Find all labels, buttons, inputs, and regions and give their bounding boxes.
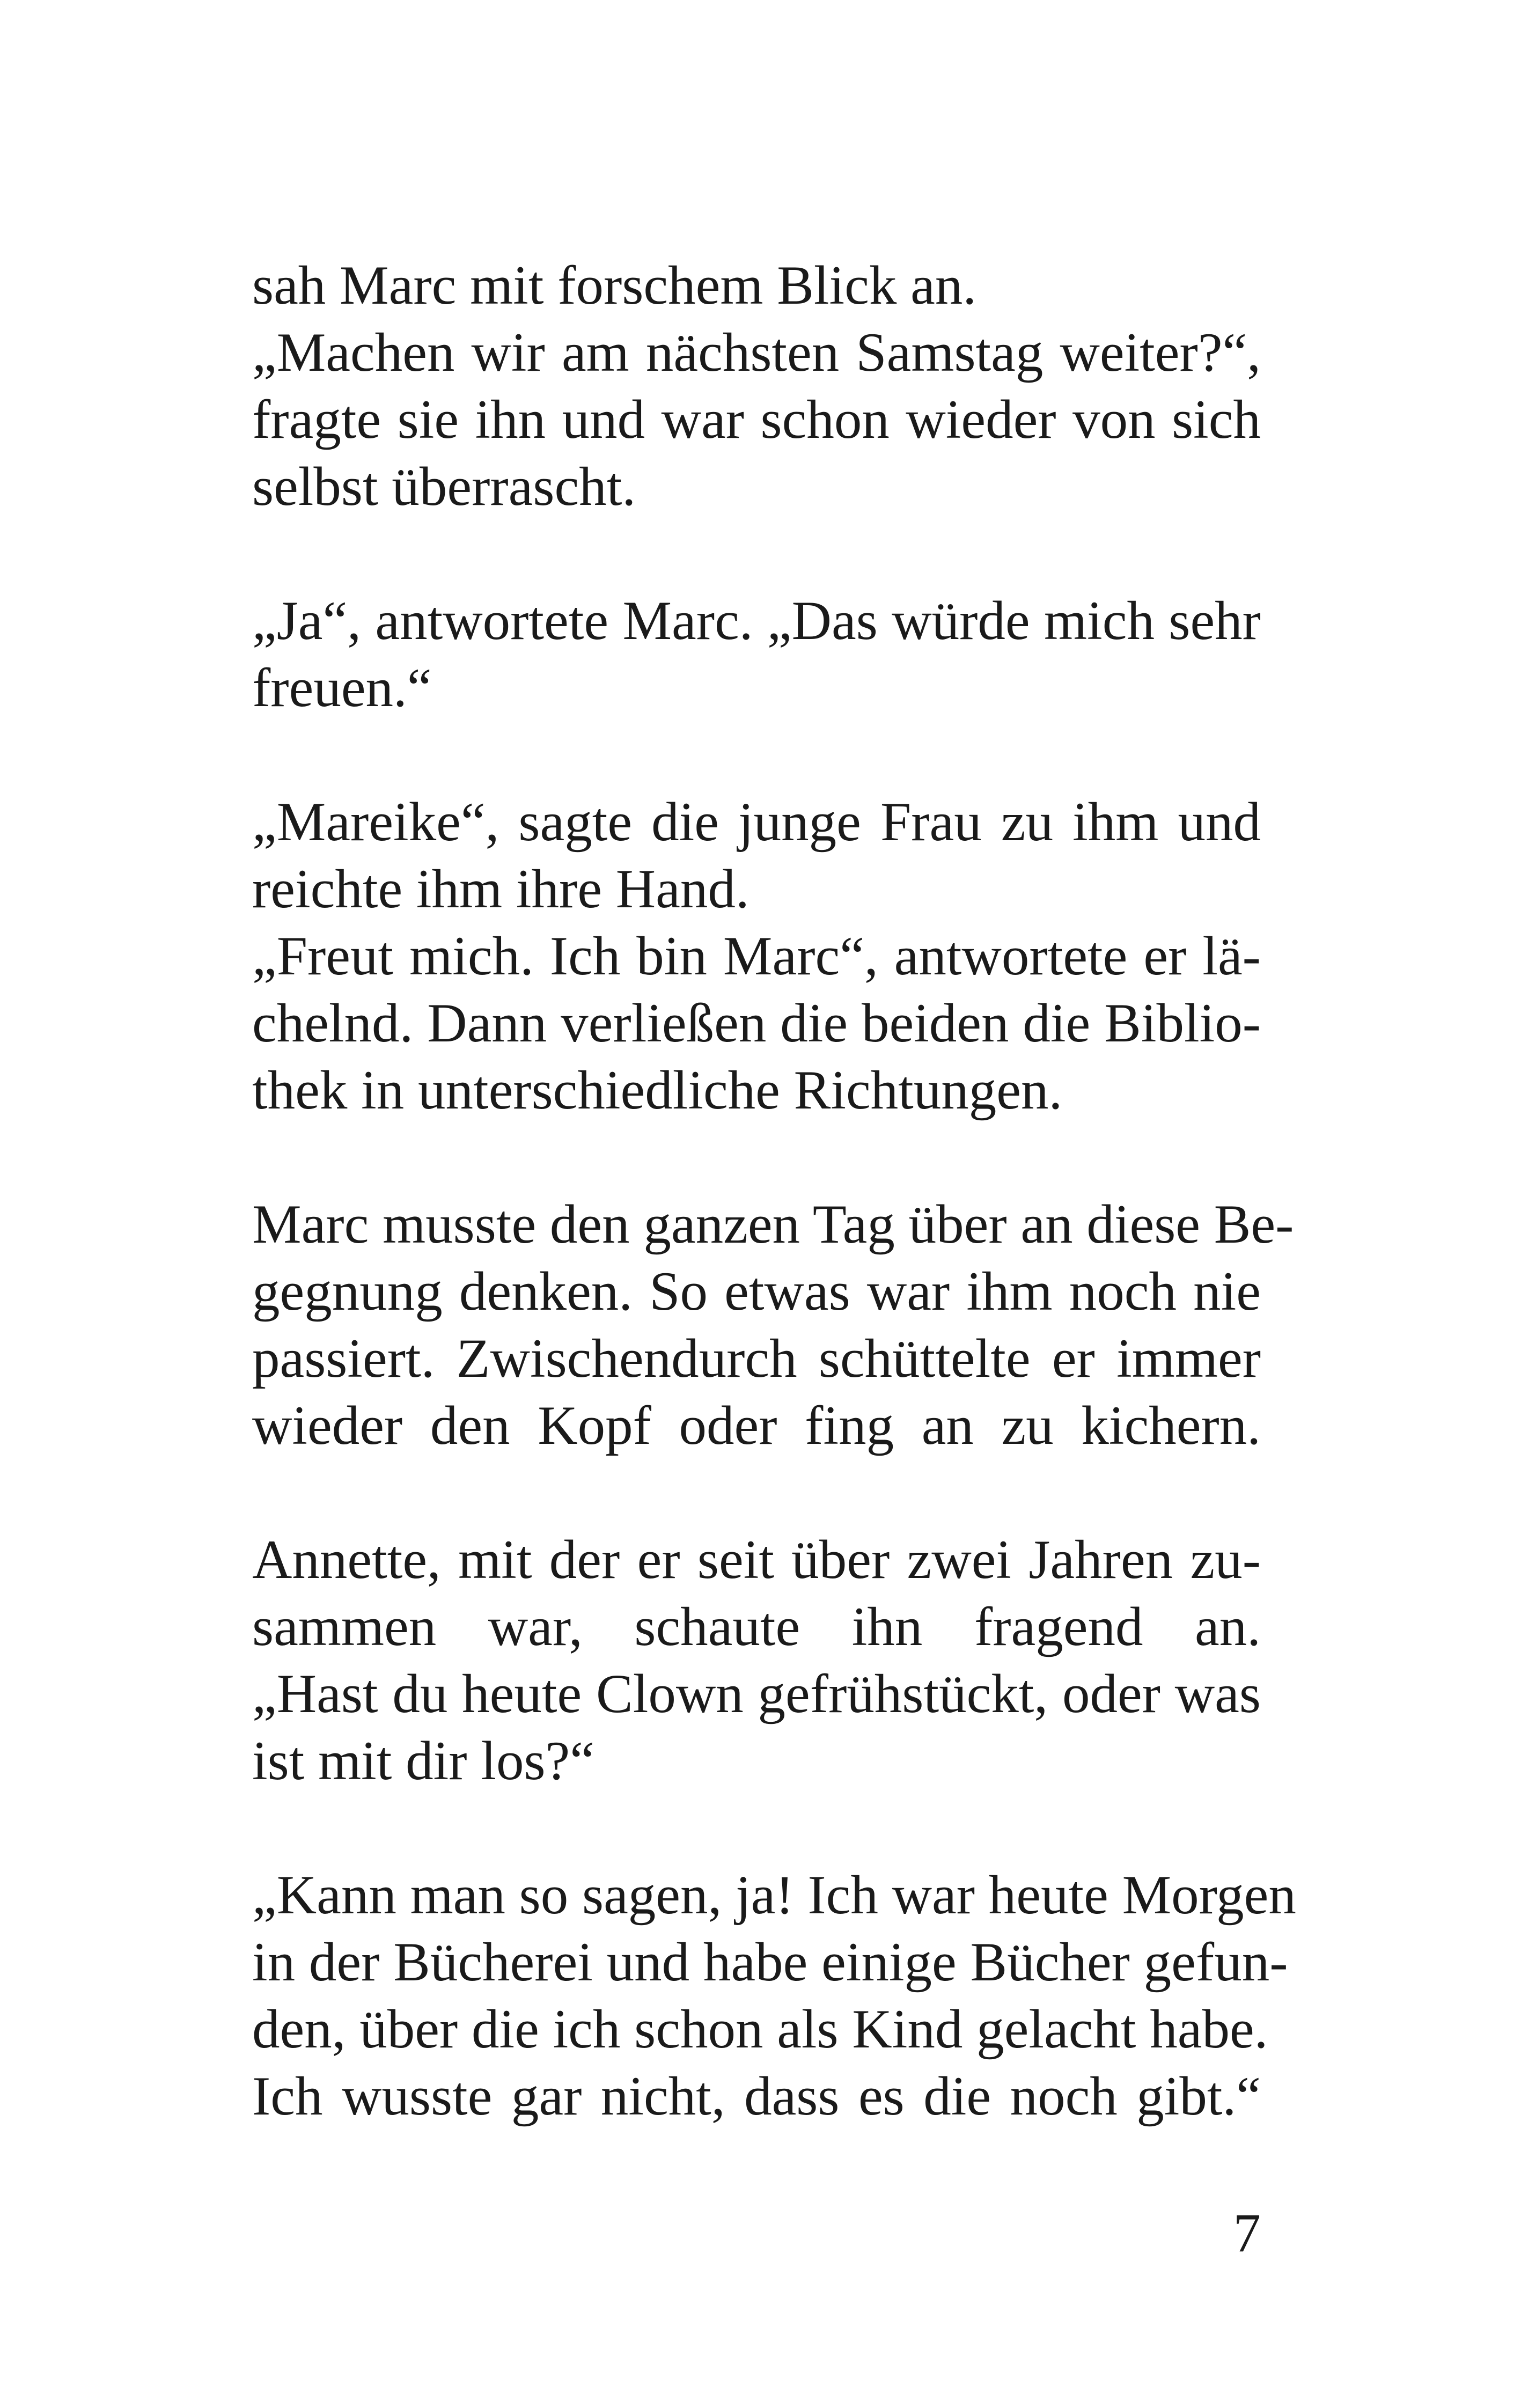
- text-line: reichte ihm ihre Hand.: [252, 858, 750, 920]
- text-line: ist mit dir los?“: [252, 1730, 594, 1792]
- text-line: freuen.“: [252, 657, 432, 718]
- text-line: „Kann man so sagen, ja! Ich war heute Morgen: [252, 1864, 1296, 1926]
- paragraph-gap: [252, 520, 1261, 588]
- body-text: [252, 252, 1296, 2130]
- text-line: „Freut mich. Ich bin Marc“, antwortete er lä-: [252, 926, 1261, 987]
- page-number: 7: [1233, 2203, 1261, 2264]
- text-line: chelnd. Dann verließen die beiden die Biblio-: [252, 993, 1261, 1054]
- paragraph-gap: [252, 1795, 1261, 1862]
- text-line: Ich wusste gar nicht, dass es die noch gibt.“: [252, 2066, 1261, 2127]
- text-line: Marc musste den ganzen Tag über an diese Be-: [252, 1194, 1294, 1255]
- text-line: sammen war, schaute ihn fragend an.: [252, 1596, 1261, 1657]
- paragraph-gap: [252, 1459, 1261, 1526]
- text-line: thek in unterschiedliche Richtungen.: [252, 1060, 1063, 1121]
- text-line: „Machen wir am nächsten Samstag weiter?“,: [252, 322, 1261, 383]
- text-line: passiert. Zwischendurch schüttelte er immer: [252, 1328, 1261, 1389]
- text-line: „Ja“, antwortete Marc. „Das würde mich sehr: [252, 590, 1261, 651]
- text-line: gegnung denken. So etwas war ihm noch nie: [252, 1261, 1261, 1322]
- text-line: sah Marc mit forschem Blick an.: [252, 255, 977, 316]
- text-line: selbst überrascht.: [252, 456, 636, 517]
- text-line: „Hast du heute Clown gefrühstückt, oder was: [252, 1663, 1261, 1724]
- text-line: wieder den Kopf oder fing an zu kichern.: [252, 1395, 1261, 1456]
- text-line: in der Bücherei und habe einige Bücher gefun-: [252, 1932, 1288, 1993]
- text-line: „Mareike“, sagte die junge Frau zu ihm und: [252, 791, 1261, 853]
- text-line: fragte sie ihn und war schon wieder von sich: [252, 389, 1261, 450]
- text-line: Annette, mit der er seit über zwei Jahren zu-: [252, 1529, 1261, 1590]
- text-line: den, über die ich schon als Kind gelacht habe.: [252, 1999, 1268, 2060]
- paragraph-gap: [252, 722, 1261, 789]
- paragraph-gap: [252, 1124, 1261, 1191]
